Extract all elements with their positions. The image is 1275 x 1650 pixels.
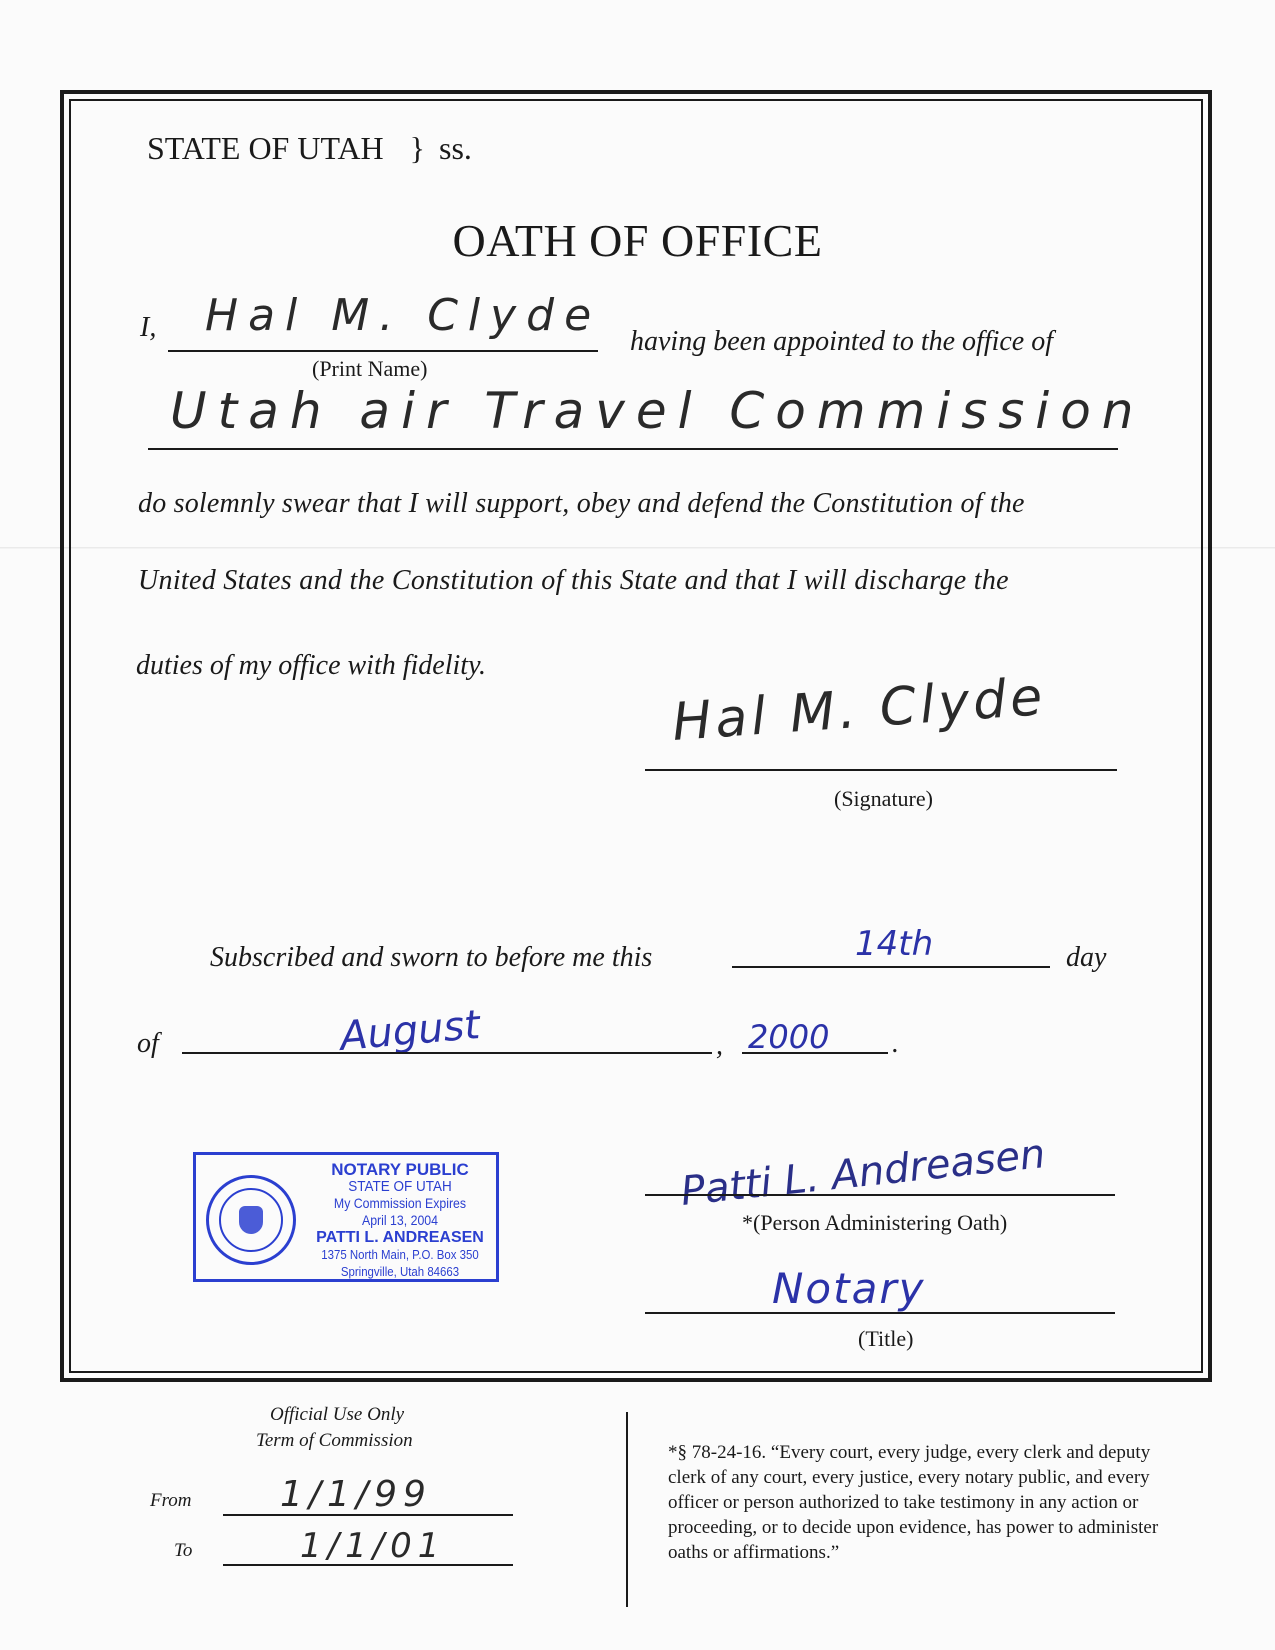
date-period: .	[892, 1028, 899, 1059]
stamp-line6: 1375 North Main, P.O. Box 350	[321, 1247, 479, 1262]
title-label: (Title)	[858, 1326, 914, 1351]
title-handwritten: Notary	[772, 1264, 926, 1313]
from-value-handwritten: 1/1/99	[280, 1474, 432, 1515]
title-underline	[645, 1312, 1115, 1314]
i-prefix: I,	[140, 312, 157, 343]
stamp-line5: PATTI L. ANDREASEN	[316, 1229, 484, 1246]
stamp-line7: Springville, Utah 84663	[340, 1264, 460, 1279]
state-seal-icon	[206, 1175, 296, 1265]
oath-body-line2: United States and the Constitution of this State and that I will discharge the	[138, 565, 1009, 596]
official-use-heading: Official Use Only	[270, 1404, 405, 1425]
oath-body-line3: duties of my office with fidelity.	[136, 650, 486, 681]
stamp-line3: My Commission Expires	[333, 1195, 467, 1211]
state-heading	[147, 130, 472, 167]
stamp-text	[304, 1161, 496, 1280]
document-title: OATH OF OFFICE	[452, 215, 823, 266]
to-value-handwritten: 1/1/01	[300, 1526, 446, 1566]
statute-note: *§ 78-24-16. “Every court, every judge, every clerk and deputy clerk of any court, every justice, every notary public, and every officer or person authorized to take testimony in any action or proceeding, or to decide upon evidence, has power to administer oaths or affirmations.”	[668, 1442, 1159, 1563]
office-handwritten: Utah air Travel Commission	[170, 382, 1145, 440]
month-handwritten: August	[338, 1001, 482, 1061]
oath-taker-signature: Hal M. Clyde	[670, 667, 1049, 753]
signature-label: (Signature)	[834, 786, 933, 811]
print-name-label: (Print Name)	[312, 356, 428, 381]
stamp-line2: STATE OF UTAH	[348, 1178, 452, 1195]
day-underline	[732, 966, 1050, 968]
administering-underline	[645, 1194, 1115, 1196]
state-name: STATE OF UTAH	[147, 130, 384, 166]
stamp-line1: NOTARY PUBLIC	[331, 1160, 469, 1179]
office-underline	[148, 448, 1118, 450]
brace: }	[409, 130, 426, 166]
day-handwritten: 14th	[855, 924, 934, 964]
day-label: day	[1066, 942, 1107, 973]
administering-label: *(Person Administering Oath)	[742, 1210, 1008, 1235]
from-underline	[223, 1514, 513, 1516]
signature-underline	[645, 769, 1117, 771]
to-label: To	[174, 1540, 193, 1561]
month-underline	[182, 1052, 712, 1054]
stamp-line4: April 13, 2004	[361, 1212, 439, 1228]
year-underline	[742, 1052, 888, 1054]
year-handwritten: 2000	[748, 1018, 830, 1056]
sworn-text: Subscribed and sworn to before me this	[210, 942, 653, 973]
notary-signature: Patti L. Andreasen	[678, 1130, 1048, 1216]
appointed-text: having been appointed to the office of	[630, 326, 1054, 357]
term-heading: Term of Commission	[256, 1430, 413, 1451]
notary-stamp	[193, 1152, 499, 1282]
date-comma: ,	[716, 1030, 723, 1061]
name-underline	[168, 350, 598, 352]
oath-body-line1: do solemnly swear that I will support, obey and defend the Constitution of the	[138, 488, 1025, 519]
to-underline	[223, 1564, 513, 1566]
ss-label: ss.	[439, 130, 472, 166]
printed-name-handwritten: Hal M. Clyde	[205, 290, 602, 341]
section-divider	[626, 1412, 628, 1607]
from-label: From	[150, 1490, 192, 1511]
of-label: of	[137, 1028, 159, 1059]
